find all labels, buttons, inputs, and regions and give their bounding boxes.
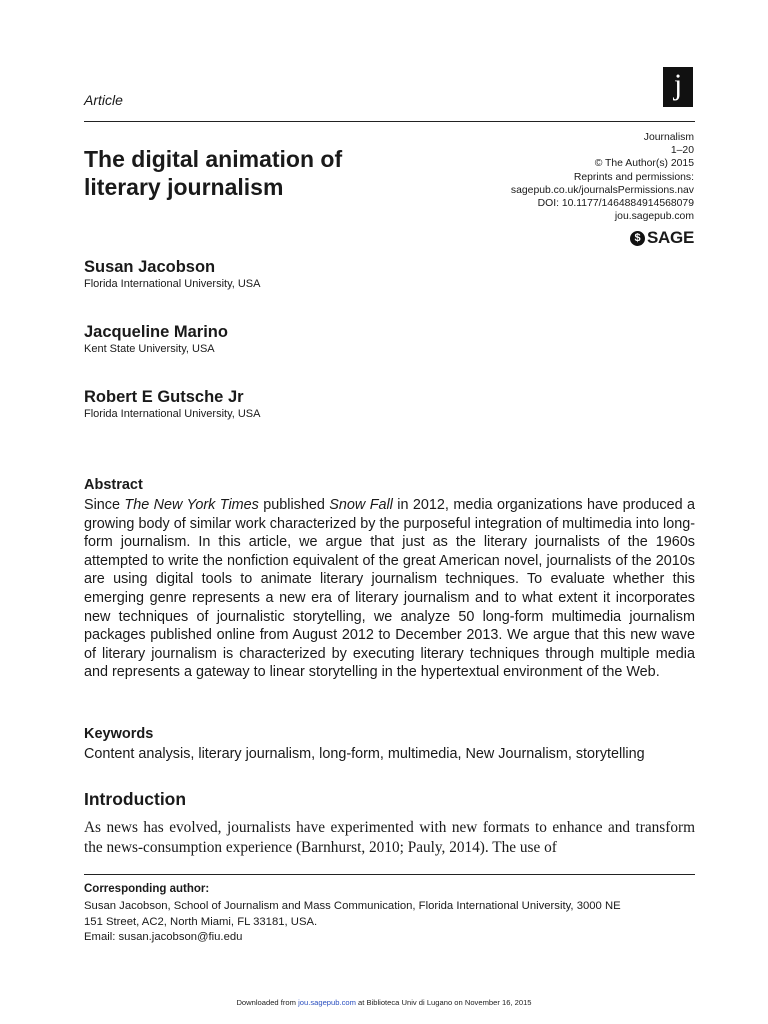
- abstract-lead: Since: [84, 497, 125, 513]
- sage-logo: [630, 228, 694, 248]
- footnote-divider: [84, 874, 695, 875]
- corresponding-email[interactable]: Email: susan.jacobson@fiu.edu: [84, 931, 243, 943]
- author-name: Susan Jacobson: [84, 258, 216, 276]
- title-line-1: The digital animation of: [84, 146, 343, 172]
- abstract-text: [84, 496, 695, 682]
- abstract-italic-publication: The New York Times: [124, 497, 259, 513]
- corresponding-author-details: [84, 899, 695, 946]
- download-suffix: at Biblioteca Univ di Lugano on November 16, 2015: [355, 998, 532, 1007]
- author-block: [84, 257, 260, 291]
- download-prefix: Downloaded from: [236, 998, 299, 1007]
- abstract-rest: in 2012, media organizations have produced a growing body of similar work characterized by the purposeful integration of multimedia into long-form journalism. In this article, we argue that just as the literary journalists of the 1960s attempted to write the nonfiction equivalent of the great American novel, journalists of the 2010s are using digital tools to animate literary journalism techniques. To evaluate whether this emerging genre represents a new era of literary journalism and to what extent it incorporates new techniques of journalistic storytelling, we analyze 50 long-form multimedia journalism packages published online from August 2012 to December 2013. We argue that this new wave of literary journalism is characterized by executing literary techniques through multiple media and represents a gateway to linear storytelling in the hypertextual environment of the Web.: [84, 497, 696, 681]
- keywords-text: Content analysis, literary journalism, long-form, multimedia, New Journalism, storytelling: [84, 746, 645, 762]
- journal-meta: [511, 131, 694, 223]
- keywords-heading: Keywords: [84, 726, 154, 742]
- journal-name: Journalism: [643, 132, 694, 143]
- doi[interactable]: DOI: 10.1177/1464884914568079: [537, 198, 694, 210]
- author-block: [84, 322, 228, 356]
- introduction-heading: Introduction: [84, 789, 187, 809]
- journal-site-link[interactable]: jou.sagepub.com: [614, 211, 694, 223]
- abstract-italic-title: Snow Fall: [329, 497, 393, 513]
- permissions-link[interactable]: sagepub.co.uk/journalsPermissions.nav: [510, 184, 694, 196]
- download-link[interactable]: jou.sagepub.com: [298, 998, 356, 1007]
- corresponding-author-heading: Corresponding author:: [84, 883, 210, 895]
- reprints-label: Reprints and permissions:: [573, 171, 694, 183]
- author-affiliation: Kent State University, USA: [84, 343, 215, 355]
- author-block: [84, 387, 260, 421]
- author-affiliation: Florida International University, USA: [84, 408, 261, 420]
- download-note: [0, 998, 768, 1007]
- author-name: Jacqueline Marino: [84, 323, 228, 341]
- article-type-label: Article: [84, 92, 123, 108]
- introduction-text: As news has evolved, journalists have experimented with new formats to enhance and transform the news-consumption experience (Barnhurst, 2010; Pauly, 2014). The use of: [84, 819, 695, 856]
- sage-logo-text: SAGE: [647, 228, 694, 247]
- author-name: Robert E Gutsche Jr: [84, 388, 244, 406]
- corresponding-line: 151 Street, AC2, North Miami, FL 33181, USA.: [84, 915, 318, 928]
- sage-s-icon: $: [630, 231, 645, 246]
- article-title: [84, 145, 464, 201]
- title-line-2: literary journalism: [84, 174, 284, 200]
- copyright: © The Author(s) 2015: [594, 158, 694, 170]
- author-affiliation: Florida International University, USA: [84, 278, 261, 290]
- header-divider: [84, 121, 695, 122]
- abstract-heading: Abstract: [84, 477, 143, 493]
- abstract-mid: published: [258, 497, 330, 513]
- journal-logo-icon: j: [663, 67, 693, 107]
- corresponding-line: Susan Jacobson, School of Journalism and Mass Communication, Florida International University, 3000 NE: [84, 900, 621, 912]
- page-range: 1–20: [670, 145, 694, 157]
